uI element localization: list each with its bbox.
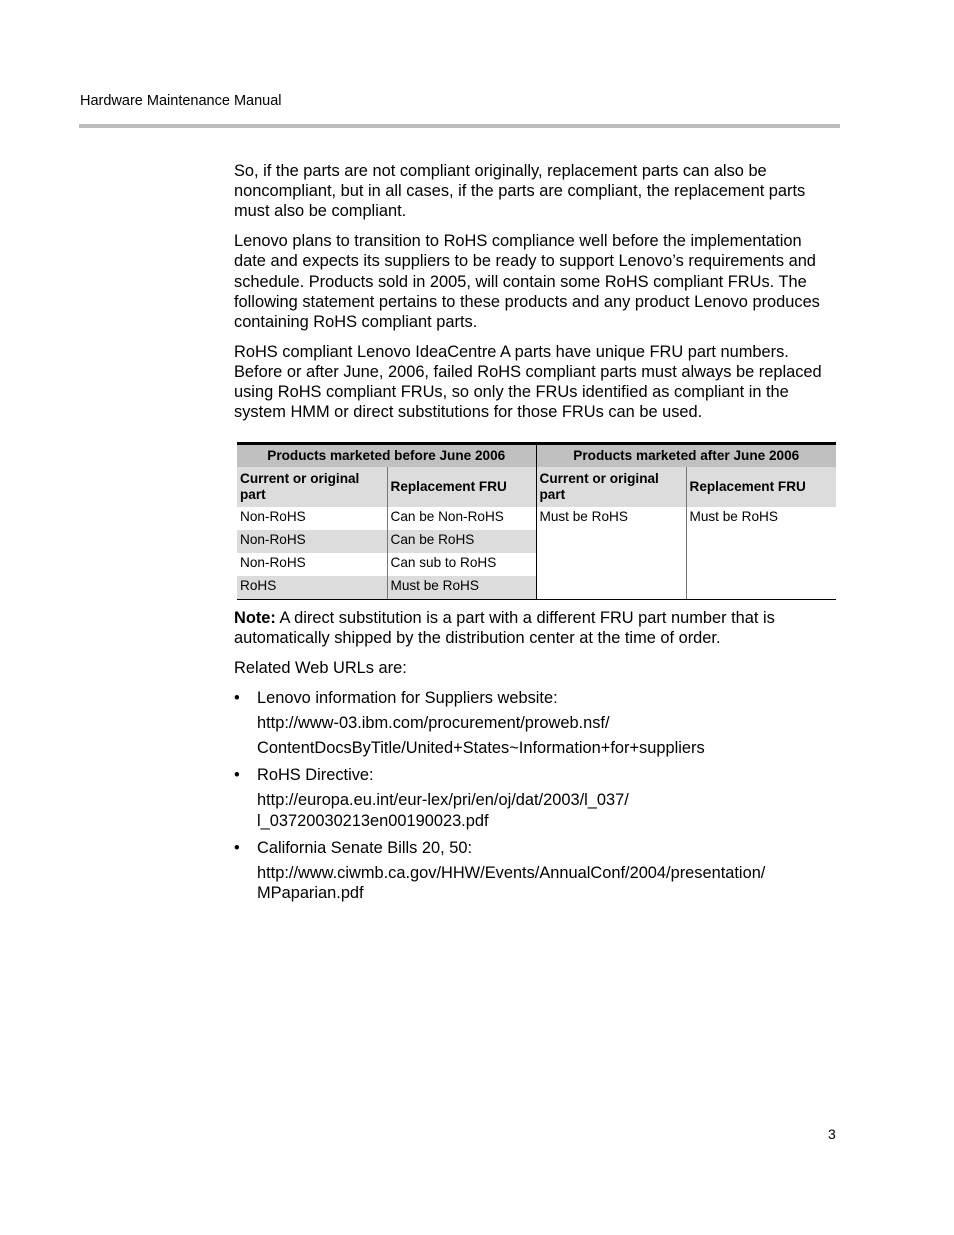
- column-header-current-before: Current or original part: [237, 467, 387, 507]
- list-item: [234, 838, 836, 904]
- group-header-before: Products marketed before June 2006: [237, 444, 536, 468]
- table-cell: RoHS: [237, 576, 387, 599]
- list-item: [234, 688, 836, 759]
- link-label: RoHS Directive:: [257, 766, 374, 785]
- table-cell: Can sub to RoHS: [387, 553, 536, 576]
- rohs-fru-table: [237, 442, 836, 600]
- related-urls-intro: Related Web URLs are:: [234, 658, 407, 677]
- page-number: 3: [828, 1126, 836, 1142]
- note-paragraph: [234, 608, 836, 648]
- body-text: [234, 161, 836, 422]
- link-url-line[interactable]: http://europa.eu.int/eur-lex/pri/en/oj/dat/2003/l_037/: [257, 791, 629, 810]
- link-url-line[interactable]: ContentDocsByTitle/United+States~Information+for+suppliers: [257, 739, 705, 758]
- bullet-glyph: •: [234, 838, 240, 857]
- list-item: [234, 765, 836, 831]
- table-cell: Non-RoHS: [237, 553, 387, 576]
- table-cell: Can be RoHS: [387, 530, 536, 553]
- table-cell-after-replacement: Must be RoHS: [686, 507, 836, 599]
- header-rule: [79, 124, 840, 128]
- post-table-text: [234, 608, 836, 910]
- link-label: Lenovo information for Suppliers website:: [257, 688, 558, 707]
- link-label: California Senate Bills 20, 50:: [257, 838, 473, 857]
- note-text: A direct substitution is a part with a different FRU part number that is automatically shipped by the distribution center at the time of order.: [234, 609, 775, 648]
- running-header-title: Hardware Maintenance Manual: [80, 93, 282, 109]
- note-label: Note:: [234, 609, 276, 627]
- link-url-line[interactable]: MPaparian.pdf: [257, 884, 364, 903]
- group-header-after: Products marketed after June 2006: [536, 444, 836, 468]
- column-header-replacement-after: Replacement FRU: [686, 467, 836, 507]
- link-url-line[interactable]: http://www-03.ibm.com/procurement/proweb.nsf/: [257, 713, 610, 732]
- paragraph-compliance: So, if the parts are not compliant originally, replacement parts can also be noncompliant, but in all cases, if the parts are compliant, the replacement parts must also be compliant.: [234, 162, 806, 221]
- link-url-line[interactable]: http://www.ciwmb.ca.gov/HHW/Events/AnnualConf/2004/presentation/: [257, 864, 766, 883]
- bullet-glyph: •: [234, 766, 240, 785]
- table-cell-after-current: Must be RoHS: [536, 507, 686, 599]
- table-cell: Non-RoHS: [237, 507, 387, 530]
- bullet-glyph: •: [234, 688, 240, 707]
- table-cell: Non-RoHS: [237, 530, 387, 553]
- column-header-replacement-before: Replacement FRU: [387, 467, 536, 507]
- paragraph-fru-numbers: RoHS compliant Lenovo IdeaCentre A parts have unique FRU part numbers. Before or after June, 2006, failed RoHS compliant parts must always be replaced using RoHS compliant FRUs, so only the FRUs identified as compliant in the system HMM or direct substitutions for those FRUs can be used.: [234, 342, 822, 422]
- paragraph-transition: Lenovo plans to transition to RoHS compliance well before the implementation date and expects its suppliers to be ready to support Lenovo’s requirements and schedule. Products sold in 2005, will contain some RoHS compliant FRUs. The following statement pertains to these products and any product Lenovo produces containing RoHS compliant parts.: [234, 232, 820, 331]
- column-header-current-after: Current or original part: [536, 467, 686, 507]
- link-url-line[interactable]: l_03720030213en00190023.pdf: [257, 811, 489, 830]
- table-cell: Must be RoHS: [387, 576, 536, 599]
- table-cell: Can be Non-RoHS: [387, 507, 536, 530]
